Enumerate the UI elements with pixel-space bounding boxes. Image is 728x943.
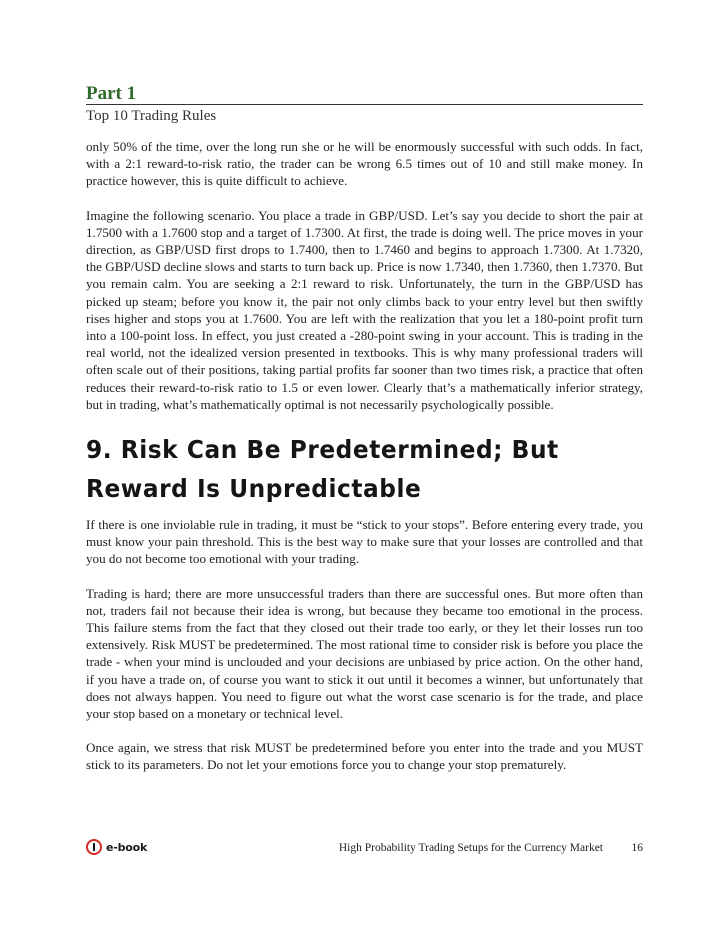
part-subtitle: Top 10 Trading Rules <box>86 108 217 124</box>
logo-text: e-book <box>106 840 148 854</box>
part-label: Part 1 <box>86 83 137 104</box>
body-paragraph-3: If there is one inviolable rule in trading, it must be “stick to your stops”. Before entering every trade, you must know your pain threshold. This is the best way to make sure that your losses are controlled and that you do not become too emotional with your trading. <box>86 517 643 567</box>
page-number: 16 <box>631 842 643 854</box>
header-divider <box>86 104 643 105</box>
body-paragraph-2: Imagine the following scenario. You place a trade in GBP/USD. Let’s say you decide to short the pair at 1.7500 with a 1.7600 stop and a target of 1.7300. At first, the trade is doing well. The price moves in your direction, as GBP/USD first drops to 1.7400, then to 1.7460 and begins to approach 1.7300. At 1.7320, the GBP/USD decline slows and starts to turn back up. Price is now 1.7340, then 1.7360, then 1.7370. But you remain calm. You are seeking a 2:1 reward to risk. Unfortunately, the turn in the GBP/USD has picked up steam; before you know it, the pair not only climbs back to your entry level but then swiftly rises higher and stops you at 1.7600. You are left with the realization that you let a 180-point profit turn into a 100-point loss. In effect, you just created a -280-point swing in your account. This is trading in the real world, not the idealized version presented in textbooks. This is why many professional traders will often scale out of their positions, taking partial profits far sooner than two times risk, a practice that often reduces their reward-to-risk ratio to 1.5 or even lower. Clearly that’s a mathematically inferior strategy, but in trading, what’s mathematically optimal is not necessarily psychologically possible. <box>86 207 643 412</box>
page-content <box>86 84 643 774</box>
ebook-logo-icon <box>86 839 102 855</box>
body-paragraph-5: Once again, we stress that risk MUST be predetermined before you enter into the trade and you MUST stick to its parameters. Do not let your emotions force you to change your stop prematurely. <box>86 740 643 773</box>
body-paragraph-1: only 50% of the time, over the long run she or he will be enormously successful with such odds. In fact, with a 2:1 reward-to-risk ratio, the trader can be wrong 6.5 times out of 10 and still make money. In practice however, this is quite difficult to achieve. <box>86 139 643 189</box>
section-heading: 9. Risk Can Be Predetermined; But Reward Is Unpredictable <box>86 435 559 504</box>
footer-book-title: High Probability Trading Setups for the Currency Market <box>338 842 603 854</box>
ebook-logo <box>86 839 147 855</box>
body-paragraph-4: Trading is hard; there are more unsuccessful traders than there are successful ones. But more often than not, traders fail not because their idea is wrong, but because they became too emotional in the process. This failure stems from the fact that they closed out their trade too early, or they let their losses run too extensively. Risk MUST be predetermined. The most rational time to consider risk is before you place the trade - when your mind is unclouded and your decisions are unbiased by price action. On the other hand, if you have a trade on, of course you want to stick it out until it becomes a winner, but unfortunately that does not always happen. You need to figure out what the worst case scenario is for the trade, and place your stop based on a monetary or technical level. <box>86 585 643 722</box>
page-footer <box>86 838 643 860</box>
